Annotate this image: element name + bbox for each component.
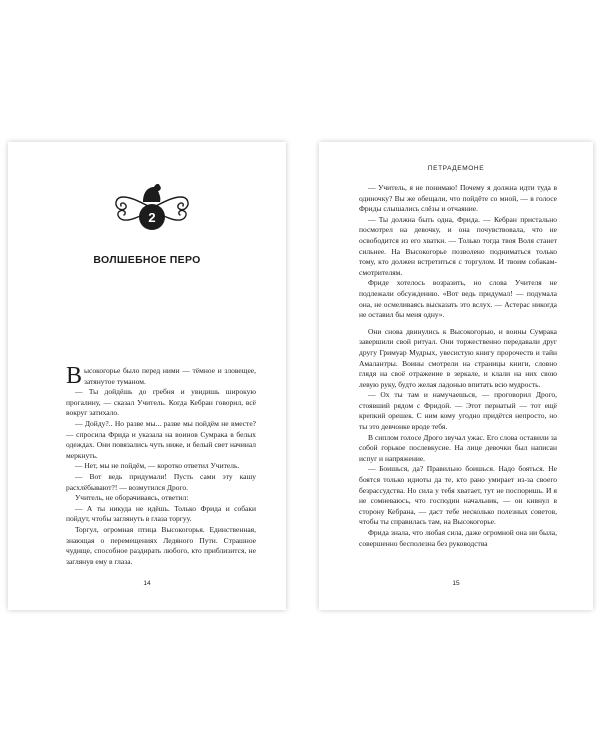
right-page [319,142,593,610]
paragraph: Фриде хотелось возразить, но слова Учителя не подлежали обсуждению. «Вот ведь придумал! — подумала она, не осмеливаясь высказать это вслух. — Астерас никогда не оставил бы меня одну». [359,278,557,320]
page-number: 15 [452,580,460,587]
paragraph: — Учитель, я не понимаю! Почему я должна идти туда в одиночку? Вы же обещали, что пойдёте со мной, — в голосе Фриды слышались слёзы и отчаяние. [359,183,557,214]
paragraph: — Ты должна быть одна, Фрида. — Кебран пристально посмотрел на девочку, и она почувствовала, что не освободится из его хватки. — Только тогда твоя Воля станет сильнее. На Высокогорье позволено подниматься только тому, кто должен встретиться с торгулом. И твоим собакам-смотрителям. [359,214,557,277]
paragraph: Высокогорье было перед ними — тёмное и зловещее, затянутое туманом. [66,363,256,389]
paragraph: — Нет, мы не пойдём, — коротко ответил Учитель. [75,461,240,471]
paragraph: Учитель, не оборачиваясь, ответил: [75,493,189,503]
page-number: 14 [143,580,151,587]
paragraph: Фрида знала, что любая сила, даже огромной она ни была, совершенно бесполезна без руководства [359,528,557,548]
paragraph: Они снова двинулись к Высокогорью, и воины Сумрака завершили свой ритуал. Они торжественно передавали друг другу Гримуар Мудрых, увесистую книгу пророчеств и тайн Амалантры. Воины смотрели на страницы книги, словно глядя на своё отражение в зеркале, и клали на них свою левую руку, будто желая ладонью впитать всю мудрость. [359,326,557,389]
paragraph: — Боишься, да? Правильно боишься. Надо бояться. Не боятся только идиоты да те, кто рано умирает из-за своего безрассудства. Но сила у тебя хватает, тут не поспоришь. И я не сомневаюсь, что господин начальник, — он кивнул в сторону Кебрана, — даст тебе несколько полезных советов, чтобы ты справилась там, на Высокогорье. [359,464,557,527]
paragraph: В сиплом голосе Дрого звучал ужас. Его слова оставили за собой горькое послевкусие. На лице девочки был написан испуг и напряжение. [359,432,557,463]
chapter-title: ВОЛШЕБНОЕ ПЕРО [93,254,201,266]
chapter-number: 2 [148,210,156,225]
chapter-emblem-icon [112,178,192,236]
paragraph: — Дойду?.. Но разве мы... разве мы пойдём не вместе? — спросила Фрида и указала на воинов Сумрака в белых одеждах. Они повязались чуть ниже, и белый свет начинал меркнуть. [66,418,256,460]
paragraph: Торгул, огромная птица Высокогорья. Единственная, знающая о перемещениях Ледяного Пути. Страшное чудище, способное раздирать любого, кто приблизится, не заглянув ему в глаза. [66,524,256,566]
paragraph: — Вот ведь придумали! Пусть сами эту кашу расхлёбывают?! — возмутился Дрого. [66,471,256,492]
paragraph: — Ты дойдёшь до гребня и увидишь широкую прогалину, — сказал Учитель. Когда Кебран говорил, всё вокруг затихало. [66,387,256,418]
right-body-text [359,183,557,549]
paragraph: — Ох ты там и намучаешься, — проговорил Дрого, стоявший рядом с Фридой. — Этот пернатый — тот ещё крепкий орешек. С ним кому угодно придётся непросто, но ты это девчонке вроде тебя. [359,390,557,432]
left-page [8,142,286,610]
running-head: ПЕТРАДЕМОНЕ [427,165,485,172]
paragraph: — А ты никуда не идёшь. Только Фрида и собаки пойдут, чтобы заглянуть в глаза торгуу. [66,503,256,524]
left-body-text [66,363,256,567]
